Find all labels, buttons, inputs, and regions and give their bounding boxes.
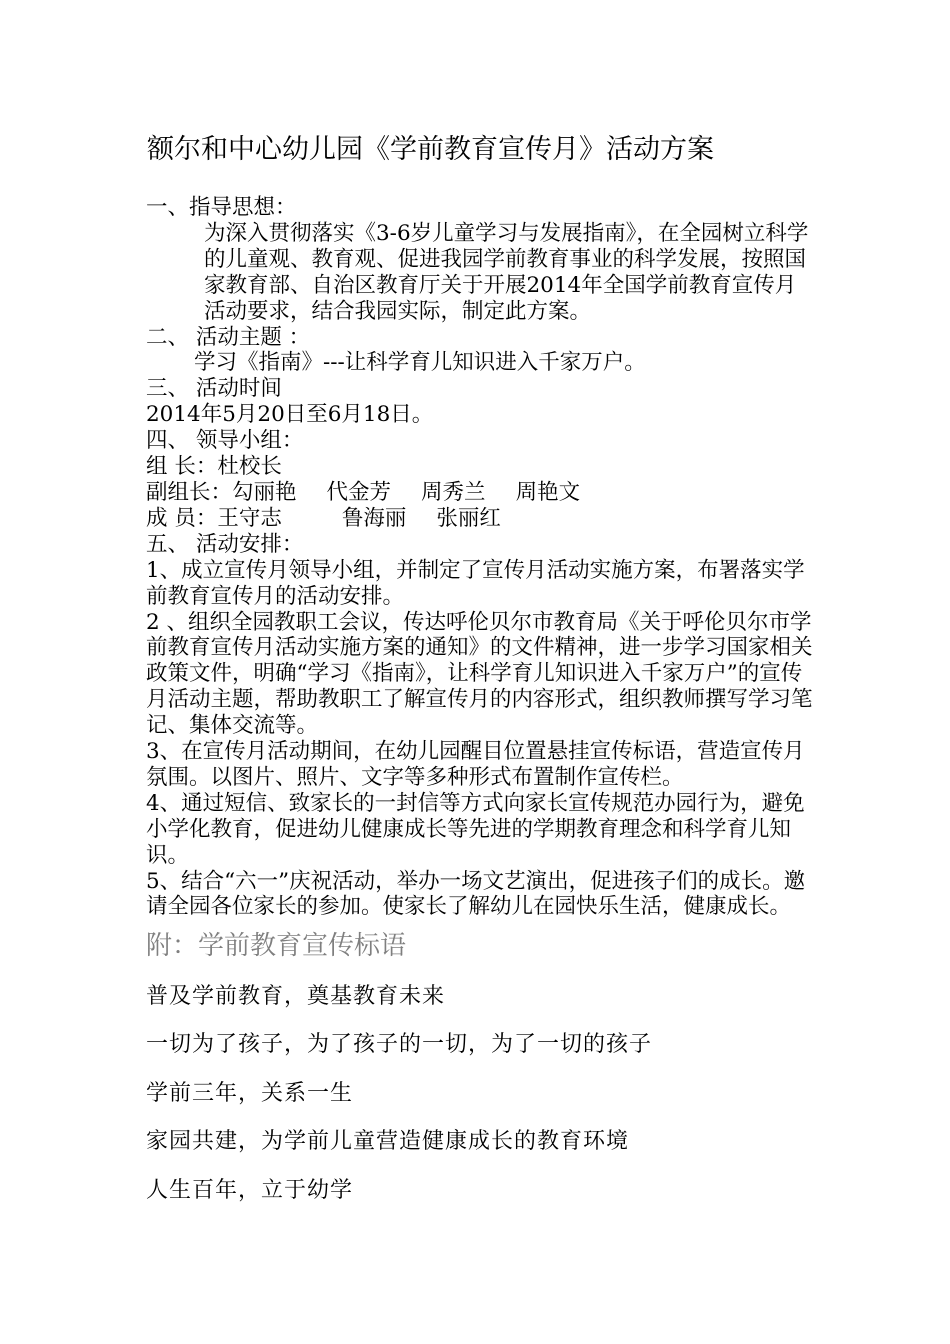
leader-row [146,454,814,480]
section2-text: 学习《指南》---让科学育儿知识进入千家万户。 [194,350,646,376]
arrangement-item-1: 1、成立宣传月领导小组，并制定了宣传月活动实施方案，布署落实学前教育宣传月的活动安排。 [146,557,805,609]
deputy-label: 副组长： [146,479,233,505]
deputy-row [146,480,814,506]
member-name: 鲁海丽 [341,505,407,531]
member-name: 张丽红 [436,505,501,531]
document-body [146,195,814,920]
leader-name: 杜校长 [217,454,282,480]
arrangement-item-3: 3、在宣传月活动期间，在幼儿园醒目位置悬挂宣传标语，营造宣传月氛围。以图片、照片、文字等多种形式布置制作宣传栏。 [146,739,805,790]
section1-heading: 一、指导思想： [146,195,297,220]
member-label: 成 员： [146,505,218,531]
document-title: 额尔和中心幼儿园《学前教育宣传月》活动方案 [147,134,714,165]
arrangement-item-5: 5、结合“六一”庆祝活动，举办一场文艺演出，促进孩子们的成长。邀请全园各位家长的参加。使家长了解幼儿在园快乐生活，健康成长。 [146,868,806,920]
member-row [146,506,814,532]
deputy-name: 勾丽艳 [232,479,297,505]
slogan-line: 一切为了孩子，为了孩子的一切，为了一切的孩子 [146,1032,653,1057]
section1-text: 为深入贯彻落实《3-6岁儿童学习与发展指南》，在全园树立科学的儿童观、教育观、促进我园学前教育事业的科学发展，按照国家教育部、自治区教育厅关于开展2014年全国学前教育宣传月活动要求，结合我园实际，制定此方案。 [204,220,809,324]
slogan-line: 家园共建，为学前儿童营造健康成长的教育环境 [146,1129,630,1154]
slogan-line: 人生百年，立于幼学 [146,1178,354,1203]
arrangement-item-4: 4、通过短信、致家长的一封信等方式向家长宣传规范办园行为，避免小学化教育，促进幼儿健康成长等先进的学期教育理念和科学育儿知识。 [146,790,805,868]
section3-heading: 三、 活动时间 [146,376,282,402]
section5-heading: 五、 活动安排： [146,531,304,557]
appendix-heading: 附：学前教育宣传标语 [146,931,407,961]
deputy-name: 周艳文 [515,479,581,505]
slogan-line: 学前三年，关系一生 [146,1081,354,1106]
leader-label: 组 长： [146,454,218,480]
slogan-line: 普及学前教育，奠基教育未来 [146,984,446,1009]
arrangement-item-2: 2 、组织全园教职工会议，传达呼伦贝尔市教育局《关于呼伦贝尔市学前教育宣传月活动实施方案的通知》的文件精神，进一步学习国家相关政策文件，明确“学习《指南》，让科学育儿知识进入千家万户”的宣传月活动主题，帮助教职工了解宣传月的内容形式，组织教师撰写学习笔记、集体交流等。 [146,609,813,739]
section4-heading: 四、 领导小组： [146,428,304,454]
deputy-name: 周秀兰 [421,479,486,505]
deputy-name: 代金芳 [326,479,392,505]
section3-text: 2014年5月20日至6月18日。 [146,402,434,428]
member-name: 王守志 [217,505,282,531]
section2-heading: 二、 活动主题 ： [146,324,311,350]
